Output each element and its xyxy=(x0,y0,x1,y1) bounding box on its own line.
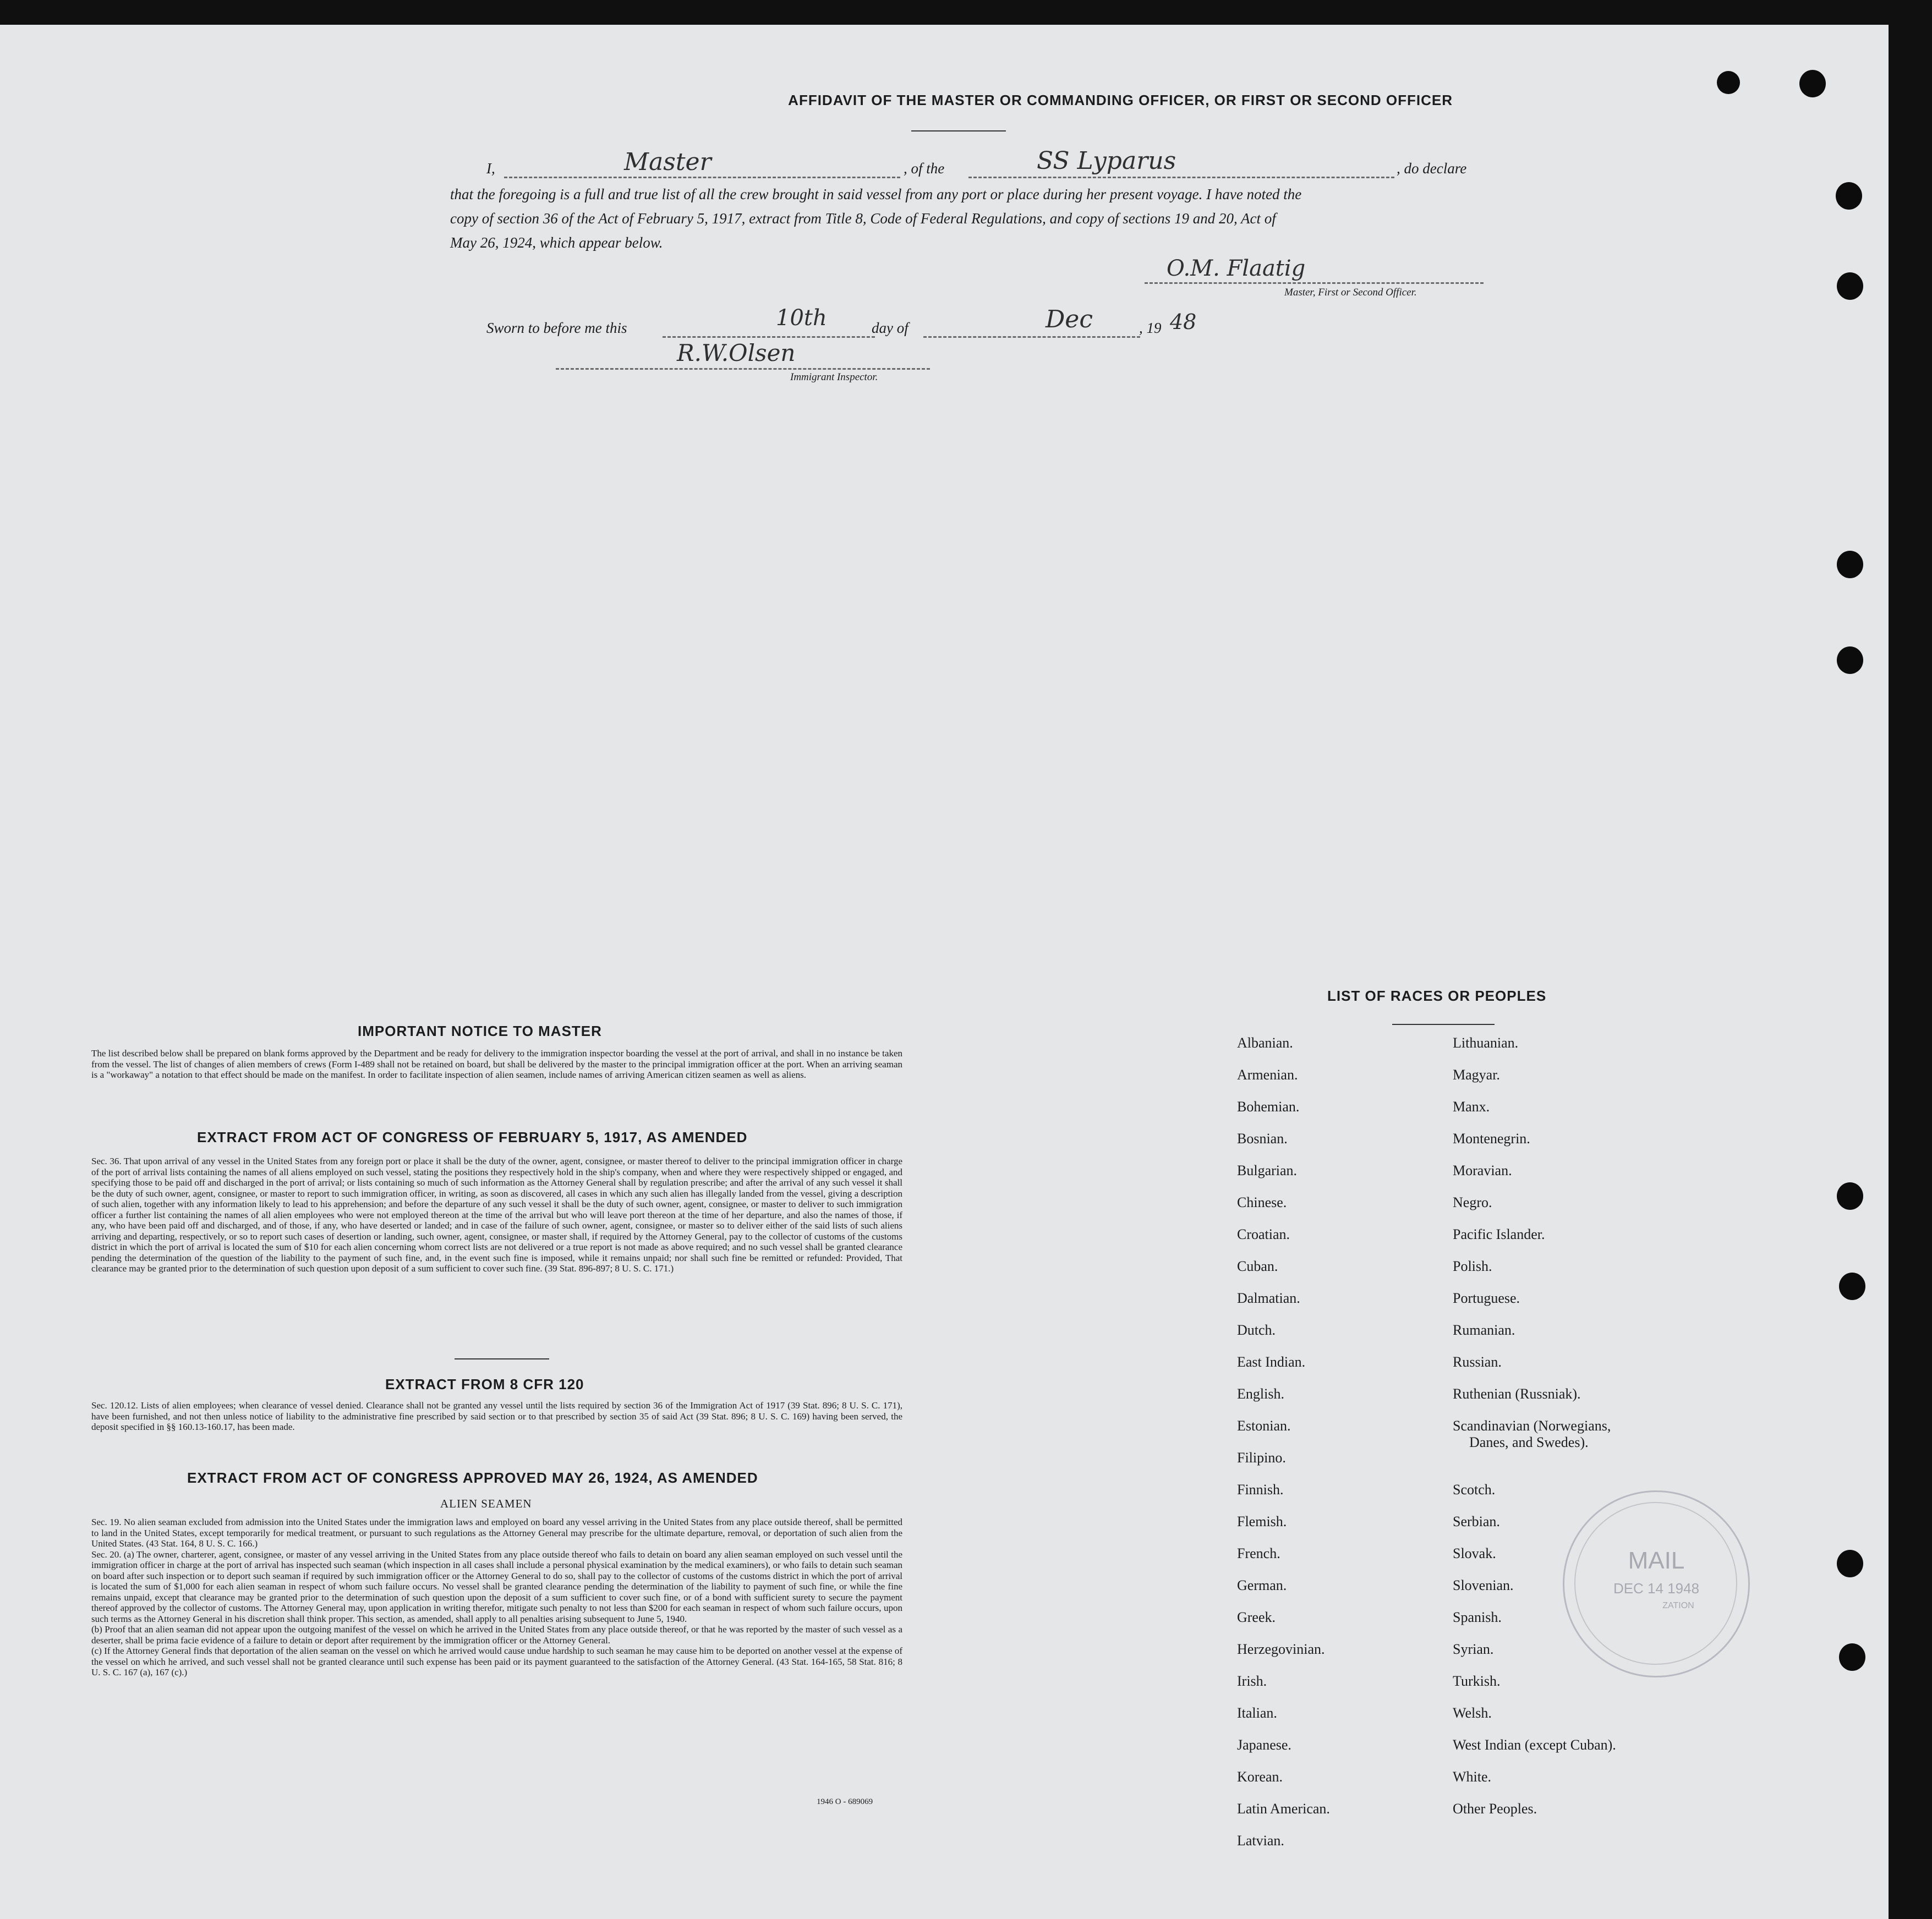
binder-hole xyxy=(1837,1182,1863,1210)
race-item: Cuban. xyxy=(1237,1258,1278,1274)
race-item: Bohemian. xyxy=(1237,1099,1300,1115)
name-blank-line xyxy=(504,177,900,178)
binder-hole xyxy=(1837,646,1863,674)
race-item: Welsh. xyxy=(1453,1705,1492,1721)
race-item: Syrian. xyxy=(1453,1641,1494,1657)
sworn-label: Sworn to before me this xyxy=(486,320,627,336)
race-item: Dalmatian. xyxy=(1237,1290,1300,1306)
race-item: Latin American. xyxy=(1237,1801,1330,1817)
race-item: Serbian. xyxy=(1453,1514,1500,1529)
race-item: Herzegovinian. xyxy=(1237,1641,1325,1657)
race-item: Polish. xyxy=(1453,1258,1492,1274)
binder-hole xyxy=(1837,551,1863,578)
races-title: LIST OF RACES OR PEOPLES xyxy=(1327,988,1547,1004)
race-item: Greek. xyxy=(1237,1609,1276,1625)
declaration-line-3: May 26, 1924, which appear below. xyxy=(450,234,663,251)
race-item: Moravian. xyxy=(1453,1163,1512,1178)
race-item: Magyar. xyxy=(1453,1067,1500,1083)
race-item: Albanian. xyxy=(1237,1035,1293,1051)
do-declare-label: , do declare xyxy=(1397,160,1467,177)
race-item: Irish. xyxy=(1237,1673,1267,1689)
handwritten-vessel: SS Lyparus xyxy=(1037,147,1176,175)
race-item: Manx. xyxy=(1453,1099,1490,1115)
race-item: Armenian. xyxy=(1237,1067,1298,1083)
race-item: Portuguese. xyxy=(1453,1290,1520,1306)
notice-body: The list described below shall be prepared on blank forms approved by the Department and be ready for delivery to the immigration inspector boarding the vessel at the port of arrival, and shall in no instance be taken from the vessel. The list of changes of alien members of crews (Form I-489 shall not be retained on board, but shall be delivered by the master to the principal immigration officer at the port. When an arriving seaman is a "workaway" a notation to that effect should be made on the manifest. In order to facilitate inspection of alien seamen, include names of arriving American citizen seamen as well as aliens. xyxy=(91,1048,902,1080)
race-item: Scotch. xyxy=(1453,1482,1496,1498)
year-suffix: 48 xyxy=(1170,310,1197,334)
sworn-month: Dec xyxy=(1046,305,1093,333)
race-item: Estonian. xyxy=(1237,1418,1291,1434)
master-signature-line xyxy=(1145,282,1484,284)
i-label: I, xyxy=(486,160,495,177)
day-of-label: day of xyxy=(872,320,908,336)
race-item: Flemish. xyxy=(1237,1514,1287,1529)
declaration-text xyxy=(450,182,1301,255)
master-signature: O.M. Flaatig xyxy=(1167,256,1306,281)
binder-hole xyxy=(1717,71,1740,94)
race-item: Slovak. xyxy=(1453,1545,1496,1561)
race-item: Italian. xyxy=(1237,1705,1277,1721)
alien-seamen-subtitle: ALIEN SEAMEN xyxy=(440,1497,532,1510)
race-item: Negro. xyxy=(1453,1194,1492,1210)
stamp-word: MAIL xyxy=(1628,1547,1685,1574)
binder-hole xyxy=(1839,1273,1865,1300)
race-item: English. xyxy=(1237,1386,1284,1402)
affidavit-title: AFFIDAVIT OF THE MASTER OR COMMANDING OFFICER, OR FIRST OR SECOND OFFICER xyxy=(788,92,1453,108)
binder-hole xyxy=(1837,1550,1863,1577)
race-item: Other Peoples. xyxy=(1453,1801,1537,1817)
vessel-blank-line xyxy=(968,177,1394,178)
race-item: Bosnian. xyxy=(1237,1131,1288,1147)
section-20a: Sec. 20. (a) The owner, charterer, agent, consignee, or master of any vessel arriving in the United States from any place outside thereof who fails to detain on board any alien seaman employed on such vessel until the immigration officer in charge at the port of arrival has inspected such seaman (which inspection in all cases shall include a personal physical examination by the medical examiners), or who fails to detain such seaman on board after such inspection or to deport such seaman if required by such immigration officer or the Attorney General to do so, shall pay to the collector of customs of the customs district in which the port of arrival is located the sum of $1,000 for each alien seaman in respect of whom such failure occurs. No vessel shall be granted clearance pending the determination of the liability to payment of such fine, or while the fine remains unpaid, except that clearance may be granted prior to the determination of such question upon the deposit of a sum sufficient to cover such fine, or of a bond with sufficient surety to secure the payment thereof approved by the collector of customs. The Attorney General may, upon application in writing therefor, mitigate such penalty to not less than $200 for each seaman in respect of whom such failure occurs, upon such terms as the Attorney General in his discretion shall think proper. This section, as amended, shall apply to all penalties arising subsequent to June 5, 1940. xyxy=(91,1549,902,1624)
race-item: Croatian. xyxy=(1237,1226,1290,1242)
title-rule xyxy=(911,130,1006,131)
race-item: Filipino. xyxy=(1237,1450,1286,1466)
race-item: Montenegrin. xyxy=(1453,1131,1530,1147)
binder-hole xyxy=(1799,70,1826,97)
race-item: Turkish. xyxy=(1453,1673,1501,1689)
day-blank-line xyxy=(663,336,875,338)
sworn-line xyxy=(486,305,1257,347)
race-item: East Indian. xyxy=(1237,1354,1306,1370)
print-code: 1946 O - 689069 xyxy=(817,1797,873,1806)
extract-cfr-body: Sec. 120.12. Lists of alien employees; when clearance of vessel denied. Clearance shall not be granted any vessel until the lists required by section 36 of the Immigration Act of 1917 (39 Stat. 896; 8 U. S. C. 171), have been furnished, and not then unless notice of liability to the administrative fine prescribed by said section or to that prescribed by section 35 of said Act (39 Stat. 896; 8 U. S. C. 169) having been served, the deposit specified in §§ 160.13-160.17, has been made. xyxy=(91,1400,902,1432)
extract-1917-title: EXTRACT FROM ACT OF CONGRESS OF FEBRUARY 5, 1917, AS AMENDED xyxy=(197,1129,748,1145)
race-item: Dutch. xyxy=(1237,1322,1276,1338)
inspector-caption: Immigrant Inspector. xyxy=(790,371,878,383)
race-item: Rumanian. xyxy=(1453,1322,1515,1338)
race-item: Latvian. xyxy=(1237,1833,1284,1849)
race-item: Scandinavian (Norwegians, xyxy=(1453,1418,1611,1434)
race-item: Lithuanian. xyxy=(1453,1035,1519,1051)
race-item: White. xyxy=(1453,1769,1492,1785)
race-item: Finnish. xyxy=(1237,1482,1284,1498)
race-item: Korean. xyxy=(1237,1769,1283,1785)
sworn-day: 10th xyxy=(776,305,827,331)
race-item: Bulgarian. xyxy=(1237,1163,1298,1178)
section-20c: (c) If the Attorney General finds that deportation of the alien seaman on the vessel on which he arrived would cause undue hardship to such seaman he may cause him to be deported on another vessel at the expense of the vessel on which he arrived, and such vessel shall not be granted clearance until such expense has been paid or its payment guaranteed to the satisfaction of the Attorney General. (43 Stat. 164-165, 58 Stat. 816; 8 U. S. C. 167 (a), 167 (c).) xyxy=(91,1646,902,1677)
binder-hole xyxy=(1836,182,1862,210)
inspector-signature: R.W.Olsen xyxy=(677,339,796,366)
of-the-label: , of the xyxy=(904,160,945,177)
extract-1924-title: EXTRACT FROM ACT OF CONGRESS APPROVED MAY 26, 1924, AS AMENDED xyxy=(187,1470,758,1486)
document-page xyxy=(0,25,1889,1919)
race-item: Japanese. xyxy=(1237,1737,1291,1753)
races-title-rule xyxy=(1392,1024,1495,1025)
declaration-line-1: that the foregoing is a full and true list of all the crew brought in said vessel from any port or place during her present voyage. I have noted the xyxy=(450,186,1302,202)
declaration-line-2: copy of section 36 of the Act of February 5, 1917, extract from Title 8, Code of Federal Regulations, and copy of sections 19 and 20, Act of xyxy=(450,210,1276,227)
race-item: French. xyxy=(1237,1545,1280,1561)
binder-hole xyxy=(1839,1643,1865,1671)
section-rule xyxy=(455,1358,549,1359)
race-item: Russian. xyxy=(1453,1354,1502,1370)
inspector-signature-line xyxy=(556,368,930,370)
extract-1924-body xyxy=(91,1517,902,1678)
month-blank-line xyxy=(923,336,1140,338)
extract-cfr-title: EXTRACT FROM 8 CFR 120 xyxy=(385,1376,584,1392)
extract-1917-body: Sec. 36. That upon arrival of any vessel in the United States from any foreign port or place it shall be the duty of the owner, agent, consignee, or master thereof to deliver to the principal immigration officer in charge of the port of arrival lists containing the names of all aliens employed on such vessel, stating the positions they respectively hold in the ship's company, when and where they were respectively shipped or engaged, and specifying those to be paid off and discharged in the port of arrival; or lists containing so much of such information as the Attorney General shall by regulation prescribe; and after the arrival of any such vessel it shall be the duty of such owner, agent, consignee, or master to report to such immigration officer, in writing, as soon as discovered, all cases in which any such alien has illegally landed from the vessel, giving a description of such alien, together with any information likely to lead to his apprehension; and before the departure of any such vessel it shall be the duty of such owner, agent, consignee, or master to deliver to such immigration officer a further list containing the names of all alien employees who were not employed thereon at the time of the arrival but who will leave port thereon at the time of her departure, and also the names of those, if any, who have been paid off and discharged, and of those, if any, who have deserted or landed; and in case of the failure of such owner, agent, consignee, or master so to deliver either of the said lists of such aliens arriving and departing, respectively, or so to report such cases of desertion or landing, such owner, agent, consignee, or master shall, if required by the Attorney General, pay to the collector of customs of the customs district in which the port of arrival is located the sum of $10 for each alien concerning whom correct lists are not delivered or a true report is not made as above required; and no such vessel shall be granted clearance pending the determination of the question of the liability to the payment of such fine, and, in the event such fine is imposed, while it remains unpaid; nor shall such fine be remitted or refunded: Provided, That clearance may be granted prior to the determination of such question upon deposit of a sum sufficient to cover such fine. (39 Stat. 896-897; 8 U. S. C. 171.) xyxy=(91,1156,902,1274)
race-item: Danes, and Swedes). xyxy=(1469,1434,1589,1450)
race-item: West Indian (except Cuban). xyxy=(1453,1737,1616,1753)
section-20b: (b) Proof that an alien seaman did not appear upon the outgoing manifest of the vessel on which he arrived in the United States from any place outside thereof, or that he was reported by the master of such vessel as a deserter, shall be prima facie evidence of a failure to detain or deport after requirement by the immigration officer or the Attorney General. xyxy=(91,1624,902,1646)
stamp-date: DEC 14 1948 xyxy=(1613,1580,1700,1597)
master-signature-caption: Master, First or Second Officer. xyxy=(1284,287,1417,298)
race-item: Ruthenian (Russniak). xyxy=(1453,1386,1581,1402)
mail-stamp xyxy=(1563,1490,1750,1677)
binder-hole xyxy=(1837,272,1863,300)
handwritten-name: Master xyxy=(624,148,711,176)
notice-title: IMPORTANT NOTICE TO MASTER xyxy=(358,1023,602,1039)
stamp-line: ZATION xyxy=(1662,1601,1694,1610)
race-item: Spanish. xyxy=(1453,1609,1502,1625)
race-item: Chinese. xyxy=(1237,1194,1287,1210)
year-prefix: , 19 xyxy=(1139,320,1162,336)
race-item: German. xyxy=(1237,1577,1287,1593)
race-item: Pacific Islander. xyxy=(1453,1226,1545,1242)
section-19: Sec. 19. No alien seaman excluded from admission into the United States under the immigration laws and employed on board any vessel arriving in the United States from any place outside thereof, shall be permitted to land in the United States, except temporarily for medical treatment, or pursuant to such regulations as the Attorney General may prescribe for the ultimate departure, removal, or deportation of such alien from the United States. (43 Stat. 164, 8 U. S. C. 166.) xyxy=(91,1517,902,1549)
race-item: Slovenian. xyxy=(1453,1577,1514,1593)
